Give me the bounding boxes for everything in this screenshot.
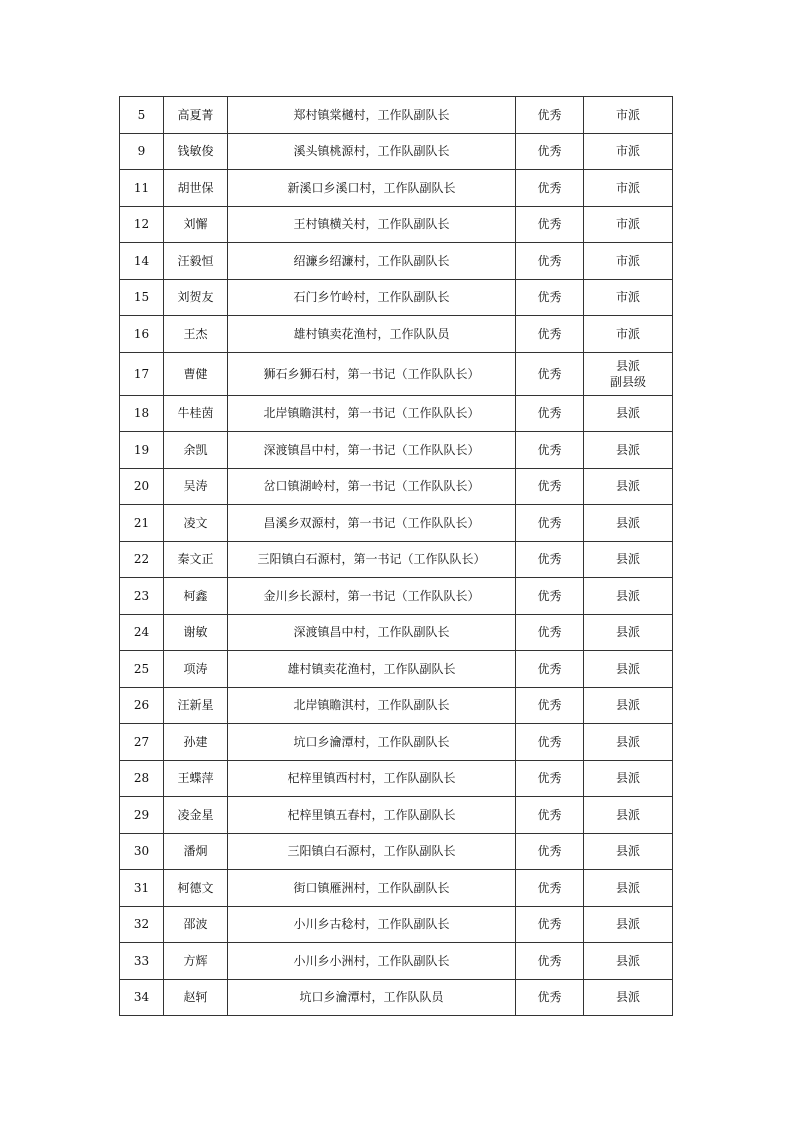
dispatch-type-line: 县派 (615, 588, 640, 603)
assignment-cell: 北岸镇瞻淇村，第一书记（工作队队长） (228, 395, 516, 432)
dispatch-type-line: 副县级 (609, 374, 646, 389)
dispatch-type-line: 县派 (615, 807, 640, 822)
dispatch-type-line: 县派 (615, 698, 640, 713)
table-row (120, 651, 673, 688)
dispatch-type-cell (584, 541, 673, 578)
assignment-cell: 岔口镇湖岭村，第一书记（工作队队长） (228, 468, 516, 505)
dispatch-type-cell (584, 395, 673, 432)
name-cell: 汪毅恒 (164, 243, 228, 280)
name-cell: 凌金星 (164, 797, 228, 834)
dispatch-type-cell (584, 279, 673, 316)
grade-cell: 优秀 (516, 395, 584, 432)
row-number-cell: 5 (120, 97, 164, 134)
table-row (120, 206, 673, 243)
name-cell: 吴涛 (164, 468, 228, 505)
row-number-cell: 20 (120, 468, 164, 505)
name-cell: 王杰 (164, 316, 228, 353)
dispatch-type-cell (584, 206, 673, 243)
dispatch-type-line: 县派 (615, 844, 640, 859)
name-cell: 谢敏 (164, 614, 228, 651)
assignment-cell: 雄村镇卖花渔村，工作队队员 (228, 316, 516, 353)
assignment-cell: 雄村镇卖花渔村，工作队副队长 (228, 651, 516, 688)
dispatch-type-line: 县派 (615, 734, 640, 749)
name-cell: 方辉 (164, 943, 228, 980)
dispatch-type-cell (584, 352, 673, 395)
dispatch-type-cell (584, 943, 673, 980)
assignment-cell: 昌溪乡双源村，第一书记（工作队队长） (228, 505, 516, 542)
name-cell: 余凯 (164, 432, 228, 469)
dispatch-type-line: 县派 (615, 917, 640, 932)
table-row (120, 352, 673, 395)
dispatch-type-cell (584, 906, 673, 943)
name-cell: 高夏菁 (164, 97, 228, 134)
dispatch-type-line: 县派 (615, 953, 640, 968)
assignment-cell: 小川乡小洲村，工作队副队长 (228, 943, 516, 980)
name-cell: 项涛 (164, 651, 228, 688)
name-cell: 钱敏俊 (164, 133, 228, 170)
grade-cell: 优秀 (516, 505, 584, 542)
row-number-cell: 27 (120, 724, 164, 761)
table-row (120, 614, 673, 651)
table-row (120, 687, 673, 724)
dispatch-type-cell (584, 760, 673, 797)
assignment-cell: 坑口乡瀹潭村，工作队队员 (228, 979, 516, 1016)
grade-cell: 优秀 (516, 906, 584, 943)
row-number-cell: 25 (120, 651, 164, 688)
row-number-cell: 17 (120, 352, 164, 395)
grade-cell: 优秀 (516, 352, 584, 395)
table-row (120, 541, 673, 578)
table-body (120, 97, 673, 1016)
dispatch-type-line: 县派 (615, 406, 640, 421)
assignment-cell: 三阳镇白石源村，工作队副队长 (228, 833, 516, 870)
grade-cell: 优秀 (516, 724, 584, 761)
dispatch-type-line: 县派 (615, 661, 640, 676)
row-number-cell: 29 (120, 797, 164, 834)
dispatch-type-line: 县派 (615, 880, 640, 895)
grade-cell: 优秀 (516, 943, 584, 980)
grade-cell: 优秀 (516, 170, 584, 207)
assignment-cell: 溪头镇桃源村，工作队副队长 (228, 133, 516, 170)
dispatch-type-line: 县派 (615, 442, 640, 457)
grade-cell: 优秀 (516, 651, 584, 688)
dispatch-type-line: 市派 (615, 217, 640, 232)
row-number-cell: 14 (120, 243, 164, 280)
grade-cell: 优秀 (516, 316, 584, 353)
grade-cell: 优秀 (516, 97, 584, 134)
table-row (120, 133, 673, 170)
name-cell: 孙建 (164, 724, 228, 761)
assignment-cell: 绍濂乡绍濂村，工作队副队长 (228, 243, 516, 280)
assignment-cell: 郑村镇棠樾村，工作队副队长 (228, 97, 516, 134)
dispatch-type-cell (584, 505, 673, 542)
table-row (120, 468, 673, 505)
table-row (120, 578, 673, 615)
dispatch-type-cell (584, 870, 673, 907)
grade-cell: 优秀 (516, 206, 584, 243)
assignment-cell: 深渡镇昌中村，第一书记（工作队队长） (228, 432, 516, 469)
table-row (120, 906, 673, 943)
dispatch-type-line: 市派 (615, 144, 640, 159)
name-cell: 凌文 (164, 505, 228, 542)
name-cell: 柯德文 (164, 870, 228, 907)
grade-cell: 优秀 (516, 833, 584, 870)
dispatch-type-cell (584, 170, 673, 207)
grade-cell: 优秀 (516, 279, 584, 316)
row-number-cell: 15 (120, 279, 164, 316)
grade-cell: 优秀 (516, 687, 584, 724)
assignment-cell: 杞梓里镇西村村，工作队副队长 (228, 760, 516, 797)
row-number-cell: 19 (120, 432, 164, 469)
dispatch-type-line: 县派 (615, 358, 640, 373)
table-row (120, 170, 673, 207)
dispatch-type-cell (584, 468, 673, 505)
assignment-cell: 小川乡古稔村，工作队副队长 (228, 906, 516, 943)
row-number-cell: 9 (120, 133, 164, 170)
row-number-cell: 23 (120, 578, 164, 615)
row-number-cell: 22 (120, 541, 164, 578)
dispatch-type-line: 市派 (615, 290, 640, 305)
name-cell: 刘贺友 (164, 279, 228, 316)
dispatch-type-line: 市派 (615, 180, 640, 195)
name-cell: 赵轲 (164, 979, 228, 1016)
row-number-cell: 34 (120, 979, 164, 1016)
name-cell: 牛桂茵 (164, 395, 228, 432)
dispatch-type-cell (584, 133, 673, 170)
name-cell: 刘懈 (164, 206, 228, 243)
dispatch-type-line: 县派 (615, 990, 640, 1005)
assignment-cell: 金川乡长源村，第一书记（工作队队长） (228, 578, 516, 615)
dispatch-type-line: 县派 (615, 625, 640, 640)
dispatch-type-line: 市派 (615, 107, 640, 122)
grade-cell: 优秀 (516, 432, 584, 469)
row-number-cell: 33 (120, 943, 164, 980)
dispatch-type-line: 县派 (615, 515, 640, 530)
row-number-cell: 24 (120, 614, 164, 651)
name-cell: 胡世保 (164, 170, 228, 207)
table-row (120, 279, 673, 316)
grade-cell: 优秀 (516, 468, 584, 505)
grade-cell: 优秀 (516, 541, 584, 578)
grade-cell: 优秀 (516, 614, 584, 651)
assignment-cell: 狮石乡狮石村，第一书记（工作队队长） (228, 352, 516, 395)
name-cell: 潘炯 (164, 833, 228, 870)
assignment-cell: 杞梓里镇五春村，工作队副队长 (228, 797, 516, 834)
dispatch-type-cell (584, 651, 673, 688)
row-number-cell: 18 (120, 395, 164, 432)
dispatch-type-cell (584, 833, 673, 870)
name-cell: 曹健 (164, 352, 228, 395)
table-row (120, 505, 673, 542)
row-number-cell: 16 (120, 316, 164, 353)
row-number-cell: 12 (120, 206, 164, 243)
dispatch-type-cell (584, 724, 673, 761)
grade-cell: 优秀 (516, 243, 584, 280)
assignment-cell: 新溪口乡溪口村，工作队副队长 (228, 170, 516, 207)
table-row (120, 243, 673, 280)
assignment-cell: 街口镇雁洲村，工作队副队长 (228, 870, 516, 907)
grade-cell: 优秀 (516, 133, 584, 170)
dispatch-type-line: 县派 (615, 479, 640, 494)
dispatch-type-line: 市派 (615, 253, 640, 268)
row-number-cell: 31 (120, 870, 164, 907)
table-row (120, 760, 673, 797)
dispatch-type-cell (584, 687, 673, 724)
name-cell: 汪新星 (164, 687, 228, 724)
dispatch-type-cell (584, 614, 673, 651)
table-row (120, 833, 673, 870)
dispatch-type-line: 县派 (615, 552, 640, 567)
grade-cell: 优秀 (516, 578, 584, 615)
grade-cell: 优秀 (516, 870, 584, 907)
dispatch-type-cell (584, 97, 673, 134)
name-cell: 秦文正 (164, 541, 228, 578)
row-number-cell: 30 (120, 833, 164, 870)
assignment-cell: 石门乡竹岭村，工作队副队长 (228, 279, 516, 316)
grade-cell: 优秀 (516, 797, 584, 834)
row-number-cell: 32 (120, 906, 164, 943)
table-row (120, 432, 673, 469)
row-number-cell: 21 (120, 505, 164, 542)
dispatch-type-line: 县派 (615, 771, 640, 786)
assignment-cell: 三阳镇白石源村，第一书记（工作队队长） (228, 541, 516, 578)
dispatch-type-cell (584, 979, 673, 1016)
dispatch-type-cell (584, 578, 673, 615)
assignment-cell: 深渡镇昌中村，工作队副队长 (228, 614, 516, 651)
table-row (120, 943, 673, 980)
evaluation-table (119, 96, 673, 1016)
table-row (120, 395, 673, 432)
name-cell: 邵波 (164, 906, 228, 943)
table-row (120, 724, 673, 761)
dispatch-type-line: 市派 (615, 326, 640, 341)
assignment-cell: 北岸镇瞻淇村，工作队副队长 (228, 687, 516, 724)
dispatch-type-cell (584, 243, 673, 280)
table-row (120, 870, 673, 907)
row-number-cell: 28 (120, 760, 164, 797)
dispatch-type-cell (584, 316, 673, 353)
dispatch-type-cell (584, 432, 673, 469)
row-number-cell: 11 (120, 170, 164, 207)
assignment-cell: 王村镇横关村，工作队副队长 (228, 206, 516, 243)
table-row (120, 979, 673, 1016)
grade-cell: 优秀 (516, 979, 584, 1016)
name-cell: 王蝶萍 (164, 760, 228, 797)
table-row (120, 797, 673, 834)
table-row (120, 97, 673, 134)
grade-cell: 优秀 (516, 760, 584, 797)
name-cell: 柯鑫 (164, 578, 228, 615)
table-row (120, 316, 673, 353)
row-number-cell: 26 (120, 687, 164, 724)
dispatch-type-cell (584, 797, 673, 834)
assignment-cell: 坑口乡瀹潭村，工作队副队长 (228, 724, 516, 761)
